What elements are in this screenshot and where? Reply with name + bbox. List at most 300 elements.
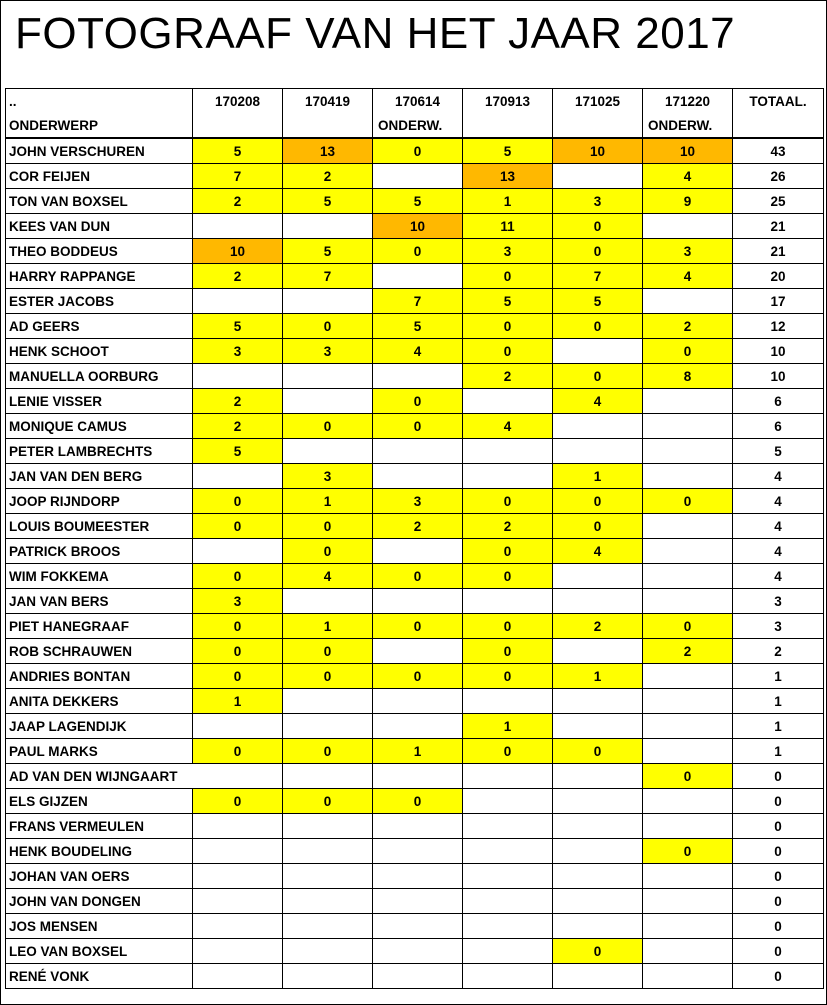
participant-name: LENIE VISSER — [6, 389, 193, 414]
score-cell — [373, 639, 463, 664]
score-cell — [193, 914, 283, 939]
score-cell: 0 — [463, 339, 553, 364]
score-cell — [373, 964, 463, 989]
score-cell: 10 — [553, 138, 643, 164]
header-subtitle: ONDERW. — [373, 113, 463, 138]
header-subtitle — [283, 113, 373, 138]
total-cell: 4 — [733, 514, 824, 539]
table-row — [6, 739, 824, 764]
total-cell: 10 — [733, 364, 824, 389]
header-date: 170419 — [283, 89, 373, 114]
participant-name: PAUL MARKS — [6, 739, 193, 764]
score-cell — [643, 214, 733, 239]
score-cell — [283, 364, 373, 389]
score-cell: 0 — [373, 664, 463, 689]
total-cell: 25 — [733, 189, 824, 214]
score-cell: 5 — [283, 239, 373, 264]
score-cell: 0 — [283, 664, 373, 689]
ranking-table — [5, 88, 824, 989]
score-cell — [193, 539, 283, 564]
total-cell: 0 — [733, 939, 824, 964]
score-cell: 0 — [373, 138, 463, 164]
participant-name: AD VAN DEN WIJNGAART — [6, 764, 193, 789]
score-cell: 7 — [193, 164, 283, 189]
table-row — [6, 664, 824, 689]
score-cell — [553, 964, 643, 989]
header-subtitle — [463, 113, 553, 138]
header-total-blank — [733, 113, 824, 138]
score-cell: 0 — [193, 489, 283, 514]
score-cell: 10 — [193, 239, 283, 264]
score-cell — [373, 589, 463, 614]
table-body — [6, 138, 824, 989]
score-cell — [463, 389, 553, 414]
participant-name: LEO VAN BOXSEL — [6, 939, 193, 964]
total-cell: 20 — [733, 264, 824, 289]
table-row — [6, 364, 824, 389]
table-row — [6, 839, 824, 864]
header-total: TOTAAL. — [733, 89, 824, 114]
score-cell — [373, 364, 463, 389]
score-cell — [463, 839, 553, 864]
score-cell — [283, 939, 373, 964]
score-cell — [463, 889, 553, 914]
total-cell: 1 — [733, 714, 824, 739]
score-cell: 0 — [283, 789, 373, 814]
total-cell: 2 — [733, 639, 824, 664]
score-cell — [373, 539, 463, 564]
score-cell: 13 — [463, 164, 553, 189]
score-cell — [553, 639, 643, 664]
score-cell — [283, 864, 373, 889]
score-cell — [643, 789, 733, 814]
header-date: 171025 — [553, 89, 643, 114]
header-dots: .. — [6, 89, 193, 114]
score-cell — [463, 439, 553, 464]
score-cell — [373, 164, 463, 189]
total-cell: 0 — [733, 864, 824, 889]
score-cell: 0 — [193, 664, 283, 689]
score-cell: 0 — [283, 414, 373, 439]
score-cell — [643, 439, 733, 464]
score-cell: 0 — [643, 339, 733, 364]
score-cell: 0 — [463, 539, 553, 564]
table-row — [6, 639, 824, 664]
score-cell: 1 — [283, 614, 373, 639]
score-cell: 4 — [553, 539, 643, 564]
score-cell: 0 — [553, 364, 643, 389]
total-cell: 5 — [733, 439, 824, 464]
score-cell — [193, 364, 283, 389]
table-header — [6, 89, 824, 139]
score-cell: 3 — [373, 489, 463, 514]
table-row — [6, 339, 824, 364]
score-cell — [463, 814, 553, 839]
score-cell: 8 — [643, 364, 733, 389]
table-row — [6, 789, 824, 814]
score-cell — [373, 889, 463, 914]
score-cell — [283, 389, 373, 414]
score-cell — [553, 864, 643, 889]
score-cell: 3 — [463, 239, 553, 264]
score-cell: 0 — [643, 764, 733, 789]
participant-name: TON VAN BOXSEL — [6, 189, 193, 214]
score-cell: 3 — [553, 189, 643, 214]
score-cell: 1 — [463, 714, 553, 739]
header-row-subject — [6, 113, 824, 138]
score-cell — [553, 689, 643, 714]
score-cell — [643, 939, 733, 964]
score-cell — [193, 764, 283, 789]
participant-name: ROB SCHRAUWEN — [6, 639, 193, 664]
score-cell — [193, 864, 283, 889]
score-cell: 0 — [373, 564, 463, 589]
score-cell — [193, 464, 283, 489]
score-cell — [643, 464, 733, 489]
score-cell: 0 — [553, 214, 643, 239]
score-cell — [643, 889, 733, 914]
score-cell: 0 — [193, 614, 283, 639]
header-date: 170913 — [463, 89, 553, 114]
score-cell — [373, 264, 463, 289]
participant-name: AD GEERS — [6, 314, 193, 339]
score-cell: 0 — [643, 839, 733, 864]
score-cell — [643, 514, 733, 539]
score-cell — [643, 289, 733, 314]
score-cell: 0 — [553, 939, 643, 964]
score-cell: 5 — [193, 314, 283, 339]
score-cell: 5 — [373, 189, 463, 214]
score-cell: 0 — [643, 489, 733, 514]
score-cell — [193, 964, 283, 989]
score-cell: 1 — [463, 189, 553, 214]
total-cell: 4 — [733, 564, 824, 589]
participant-name: JOHAN VAN OERS — [6, 864, 193, 889]
total-cell: 1 — [733, 739, 824, 764]
total-cell: 26 — [733, 164, 824, 189]
score-cell: 2 — [283, 164, 373, 189]
table-row — [6, 239, 824, 264]
participant-name: JOHN VERSCHUREN — [6, 138, 193, 164]
score-cell: 0 — [463, 564, 553, 589]
score-cell — [373, 839, 463, 864]
score-cell: 3 — [193, 339, 283, 364]
participant-name: JAN VAN BERS — [6, 589, 193, 614]
score-cell: 0 — [373, 389, 463, 414]
score-cell: 4 — [643, 264, 733, 289]
score-cell: 5 — [283, 189, 373, 214]
score-cell: 0 — [553, 239, 643, 264]
score-cell: 7 — [373, 289, 463, 314]
score-cell — [283, 439, 373, 464]
table-row — [6, 289, 824, 314]
participant-name: LOUIS BOUMEESTER — [6, 514, 193, 539]
score-cell: 5 — [553, 289, 643, 314]
score-cell: 0 — [553, 489, 643, 514]
score-cell: 2 — [463, 364, 553, 389]
score-cell — [553, 164, 643, 189]
score-cell: 1 — [193, 689, 283, 714]
score-cell — [553, 839, 643, 864]
table-row — [6, 214, 824, 239]
header-subtitle: ONDERW. — [643, 113, 733, 138]
score-cell: 0 — [553, 514, 643, 539]
score-cell — [463, 864, 553, 889]
total-cell: 0 — [733, 889, 824, 914]
header-subtitle — [553, 113, 643, 138]
participant-name: JOS MENSEN — [6, 914, 193, 939]
score-cell: 4 — [373, 339, 463, 364]
score-cell: 0 — [193, 789, 283, 814]
total-cell: 1 — [733, 664, 824, 689]
score-cell: 2 — [553, 614, 643, 639]
score-cell — [553, 764, 643, 789]
table-row — [6, 164, 824, 189]
score-cell — [373, 814, 463, 839]
score-cell — [373, 939, 463, 964]
score-cell: 0 — [463, 639, 553, 664]
score-cell — [553, 414, 643, 439]
total-cell: 43 — [733, 138, 824, 164]
table-row — [6, 939, 824, 964]
table-row — [6, 489, 824, 514]
total-cell: 4 — [733, 489, 824, 514]
score-cell: 7 — [553, 264, 643, 289]
score-cell — [283, 839, 373, 864]
score-cell — [643, 539, 733, 564]
total-cell: 1 — [733, 689, 824, 714]
total-cell: 0 — [733, 814, 824, 839]
score-cell: 2 — [193, 389, 283, 414]
score-cell: 13 — [283, 138, 373, 164]
score-cell: 0 — [373, 414, 463, 439]
score-cell: 0 — [373, 239, 463, 264]
score-cell — [553, 589, 643, 614]
score-cell: 10 — [373, 214, 463, 239]
score-cell — [643, 964, 733, 989]
score-cell: 5 — [463, 289, 553, 314]
total-cell: 6 — [733, 389, 824, 414]
score-cell — [463, 589, 553, 614]
participant-name: JOOP RIJNDORP — [6, 489, 193, 514]
score-cell: 0 — [463, 664, 553, 689]
header-subject: ONDERWERP — [6, 113, 193, 138]
score-cell — [463, 939, 553, 964]
total-cell: 0 — [733, 914, 824, 939]
score-cell: 0 — [193, 739, 283, 764]
score-cell — [643, 589, 733, 614]
participant-name: HENK BOUDELING — [6, 839, 193, 864]
participant-name: PETER LAMBRECHTS — [6, 439, 193, 464]
score-cell: 2 — [373, 514, 463, 539]
score-cell: 0 — [283, 639, 373, 664]
table-row — [6, 189, 824, 214]
total-cell: 0 — [733, 839, 824, 864]
score-cell — [283, 889, 373, 914]
total-cell: 21 — [733, 214, 824, 239]
page-title: FOTOGRAAF VAN HET JAAR 2017 — [15, 9, 736, 58]
table-row — [6, 614, 824, 639]
participant-name: MONIQUE CAMUS — [6, 414, 193, 439]
score-cell — [373, 864, 463, 889]
table-row — [6, 264, 824, 289]
score-cell — [283, 714, 373, 739]
score-cell: 0 — [283, 539, 373, 564]
score-cell — [643, 389, 733, 414]
header-date: 170614 — [373, 89, 463, 114]
score-cell — [643, 914, 733, 939]
participant-name: RENÉ VONK — [6, 964, 193, 989]
score-cell: 0 — [193, 514, 283, 539]
score-cell: 5 — [463, 138, 553, 164]
score-cell: 0 — [553, 739, 643, 764]
score-cell — [373, 914, 463, 939]
score-cell: 9 — [643, 189, 733, 214]
score-cell: 5 — [193, 138, 283, 164]
participant-name: JAN VAN DEN BERG — [6, 464, 193, 489]
table-row — [6, 138, 824, 164]
score-cell — [283, 964, 373, 989]
score-cell — [553, 339, 643, 364]
score-cell — [643, 664, 733, 689]
participant-name: HARRY RAPPANGE — [6, 264, 193, 289]
table-row — [6, 514, 824, 539]
score-cell: 2 — [193, 414, 283, 439]
score-cell: 2 — [643, 639, 733, 664]
total-cell: 6 — [733, 414, 824, 439]
score-cell — [373, 714, 463, 739]
score-cell: 2 — [463, 514, 553, 539]
participant-name: JAAP LAGENDIJK — [6, 714, 193, 739]
participant-name: JOHN VAN DONGEN — [6, 889, 193, 914]
score-cell — [283, 764, 373, 789]
score-cell: 0 — [463, 314, 553, 339]
score-cell — [463, 689, 553, 714]
score-cell — [193, 214, 283, 239]
table-row — [6, 964, 824, 989]
score-cell — [643, 414, 733, 439]
score-cell — [553, 564, 643, 589]
participant-name: MANUELLA OORBURG — [6, 364, 193, 389]
total-cell: 12 — [733, 314, 824, 339]
table-row — [6, 414, 824, 439]
score-cell: 1 — [553, 464, 643, 489]
score-cell — [193, 889, 283, 914]
table-row — [6, 589, 824, 614]
table-row — [6, 864, 824, 889]
score-cell — [643, 689, 733, 714]
participant-name: THEO BODDEUS — [6, 239, 193, 264]
total-cell: 3 — [733, 589, 824, 614]
score-cell: 1 — [373, 739, 463, 764]
score-cell — [643, 739, 733, 764]
score-cell — [553, 889, 643, 914]
participant-name: HENK SCHOOT — [6, 339, 193, 364]
score-cell: 0 — [643, 614, 733, 639]
score-cell: 0 — [193, 639, 283, 664]
score-cell — [463, 964, 553, 989]
score-cell — [643, 564, 733, 589]
score-cell — [373, 439, 463, 464]
score-cell: 0 — [283, 314, 373, 339]
score-cell: 3 — [283, 339, 373, 364]
table-row — [6, 314, 824, 339]
score-cell: 0 — [463, 739, 553, 764]
score-cell: 11 — [463, 214, 553, 239]
total-cell: 4 — [733, 539, 824, 564]
header-row-dates — [6, 89, 824, 114]
table-row — [6, 564, 824, 589]
header-date: 170208 — [193, 89, 283, 114]
table-row — [6, 914, 824, 939]
score-cell — [193, 939, 283, 964]
score-cell: 2 — [643, 314, 733, 339]
score-cell: 2 — [193, 264, 283, 289]
score-cell — [553, 714, 643, 739]
score-cell — [553, 914, 643, 939]
total-cell: 17 — [733, 289, 824, 314]
total-cell: 4 — [733, 464, 824, 489]
table-row — [6, 764, 824, 789]
score-cell — [463, 464, 553, 489]
score-cell: 0 — [193, 564, 283, 589]
score-cell — [193, 714, 283, 739]
score-cell — [463, 764, 553, 789]
total-cell: 21 — [733, 239, 824, 264]
score-cell: 3 — [193, 589, 283, 614]
score-cell — [193, 814, 283, 839]
participant-name: KEES VAN DUN — [6, 214, 193, 239]
score-cell: 0 — [283, 739, 373, 764]
score-cell: 4 — [463, 414, 553, 439]
score-cell — [373, 689, 463, 714]
score-cell: 4 — [553, 389, 643, 414]
score-cell: 7 — [283, 264, 373, 289]
score-cell — [643, 714, 733, 739]
score-cell: 0 — [463, 614, 553, 639]
score-cell — [283, 589, 373, 614]
participant-name: FRANS VERMEULEN — [6, 814, 193, 839]
table-row — [6, 814, 824, 839]
score-cell — [193, 289, 283, 314]
score-cell: 0 — [373, 789, 463, 814]
score-cell: 3 — [643, 239, 733, 264]
participant-name: ESTER JACOBS — [6, 289, 193, 314]
table-row — [6, 389, 824, 414]
participant-name: WIM FOKKEMA — [6, 564, 193, 589]
score-cell: 3 — [283, 464, 373, 489]
score-cell — [553, 814, 643, 839]
score-cell: 4 — [643, 164, 733, 189]
score-cell: 0 — [463, 489, 553, 514]
score-cell — [283, 689, 373, 714]
score-cell — [283, 914, 373, 939]
table-row — [6, 439, 824, 464]
total-cell: 0 — [733, 764, 824, 789]
total-cell: 3 — [733, 614, 824, 639]
score-cell — [643, 814, 733, 839]
score-cell — [373, 764, 463, 789]
score-cell — [643, 864, 733, 889]
score-cell — [283, 814, 373, 839]
participant-name: ELS GIJZEN — [6, 789, 193, 814]
participant-name: PIET HANEGRAAF — [6, 614, 193, 639]
table-row — [6, 539, 824, 564]
participant-name: COR FEIJEN — [6, 164, 193, 189]
participant-name: ANDRIES BONTAN — [6, 664, 193, 689]
table-row — [6, 889, 824, 914]
score-cell: 2 — [193, 189, 283, 214]
